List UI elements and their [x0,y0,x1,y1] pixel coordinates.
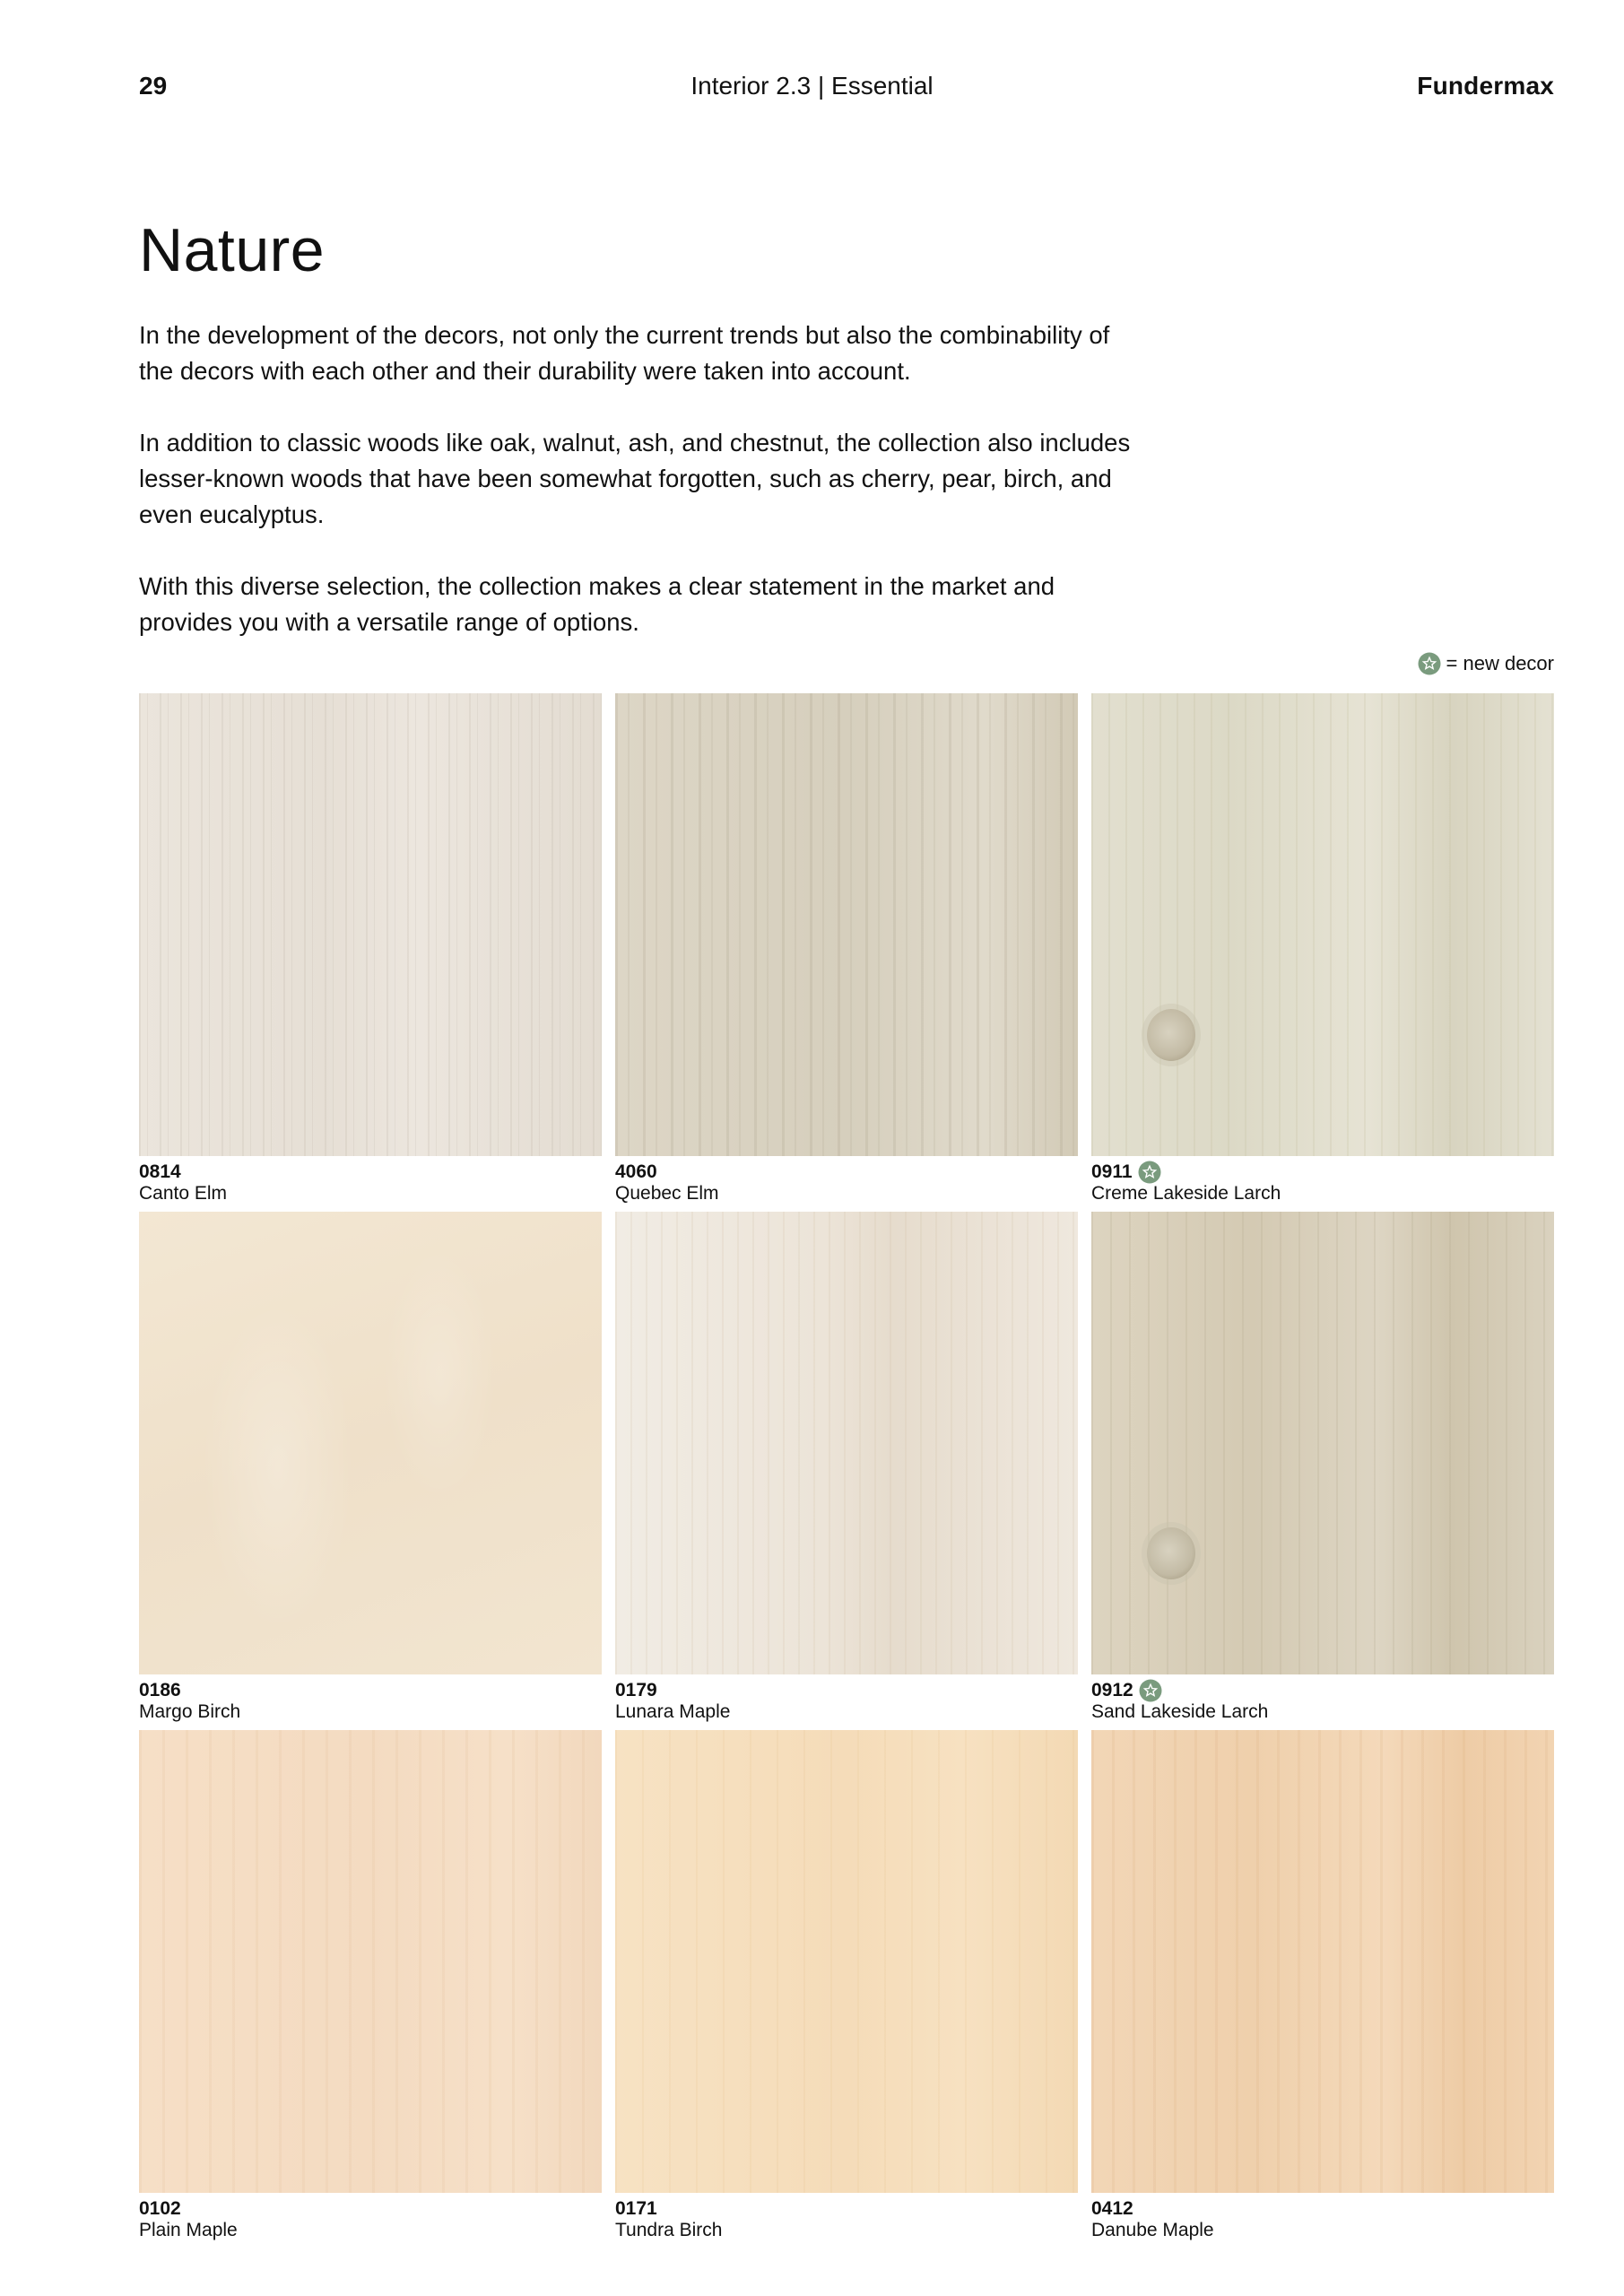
decor-code: 0911 [1091,1161,1133,1182]
page-header [0,72,1624,108]
decor-tile[interactable] [615,1730,1078,2241]
decor-tile[interactable] [139,693,602,1205]
decor-tile[interactable] [139,1212,602,1723]
decor-name: Tundra Birch [615,2220,723,2240]
decor-code: 0186 [139,1680,181,1700]
wood-knot [1147,1527,1195,1579]
decor-swatch-image[interactable] [1091,1730,1554,2193]
decor-swatch-image[interactable] [615,1730,1078,2193]
decor-code: 4060 [615,1161,657,1182]
decor-name: Creme Lakeside Larch [1091,1183,1281,1204]
document-title: Interior 2.3 | Essential [690,72,934,100]
decor-tile[interactable] [1091,1212,1554,1723]
wood-knot [1147,1009,1195,1061]
new-decor-star-icon [1138,1161,1161,1184]
decor-name: Plain Maple [139,2220,238,2240]
decor-swatch-image[interactable] [615,693,1078,1156]
intro-paragraph: In addition to classic woods like oak, walnut, ash, and chestnut, the collection also includes lesser-known woods that have been somewhat forgotten, such as cherry, pear, birch, and even eucalyptus. [139,429,1131,528]
decor-code: 0814 [139,1161,181,1182]
page-number: 29 [139,72,168,100]
decor-swatch-image[interactable] [139,1212,602,1674]
decor-tile[interactable] [615,693,1078,1205]
decor-name: Margo Birch [139,1701,241,1722]
decor-name: Danube Maple [1091,2220,1214,2240]
decor-name: Canto Elm [139,1183,228,1204]
intro-text [139,317,1143,676]
new-decor-star-icon [1139,1679,1162,1702]
section-title: Nature [139,216,326,284]
intro-paragraph: With this diverse selection, the collection makes a clear statement in the market and provides you with a versatile range of options. [139,572,1055,636]
decor-tile[interactable] [1091,693,1554,1205]
decor-tile[interactable] [615,1212,1078,1723]
decor-swatch-image[interactable] [1091,693,1554,1156]
decor-swatch-image[interactable] [615,1212,1078,1674]
decor-code: 0179 [615,1680,657,1700]
decor-swatch-image[interactable] [139,693,602,1156]
decor-code: 0412 [1091,2198,1133,2219]
decor-swatch-image[interactable] [1091,1212,1554,1674]
brand-name: Fundermax [1417,72,1554,100]
decor-tile[interactable] [1091,1730,1554,2241]
legend-label: = new decor [1446,652,1554,674]
decor-name: Sand Lakeside Larch [1091,1701,1269,1722]
decor-swatch-image[interactable] [139,1730,602,2193]
decor-code: 0171 [615,2198,657,2219]
decor-name: Lunara Maple [615,1701,731,1722]
decor-code: 0102 [139,2198,181,2219]
decor-tile[interactable] [139,1730,602,2241]
intro-paragraph: In the development of the decors, not only the current trends but also the combinability of the decors with each other and their durability were taken into account. [139,321,1110,385]
new-decor-star-icon [1418,652,1441,675]
decor-code: 0912 [1091,1680,1133,1700]
decor-name: Quebec Elm [615,1183,719,1204]
new-decor-legend [1418,652,1554,675]
